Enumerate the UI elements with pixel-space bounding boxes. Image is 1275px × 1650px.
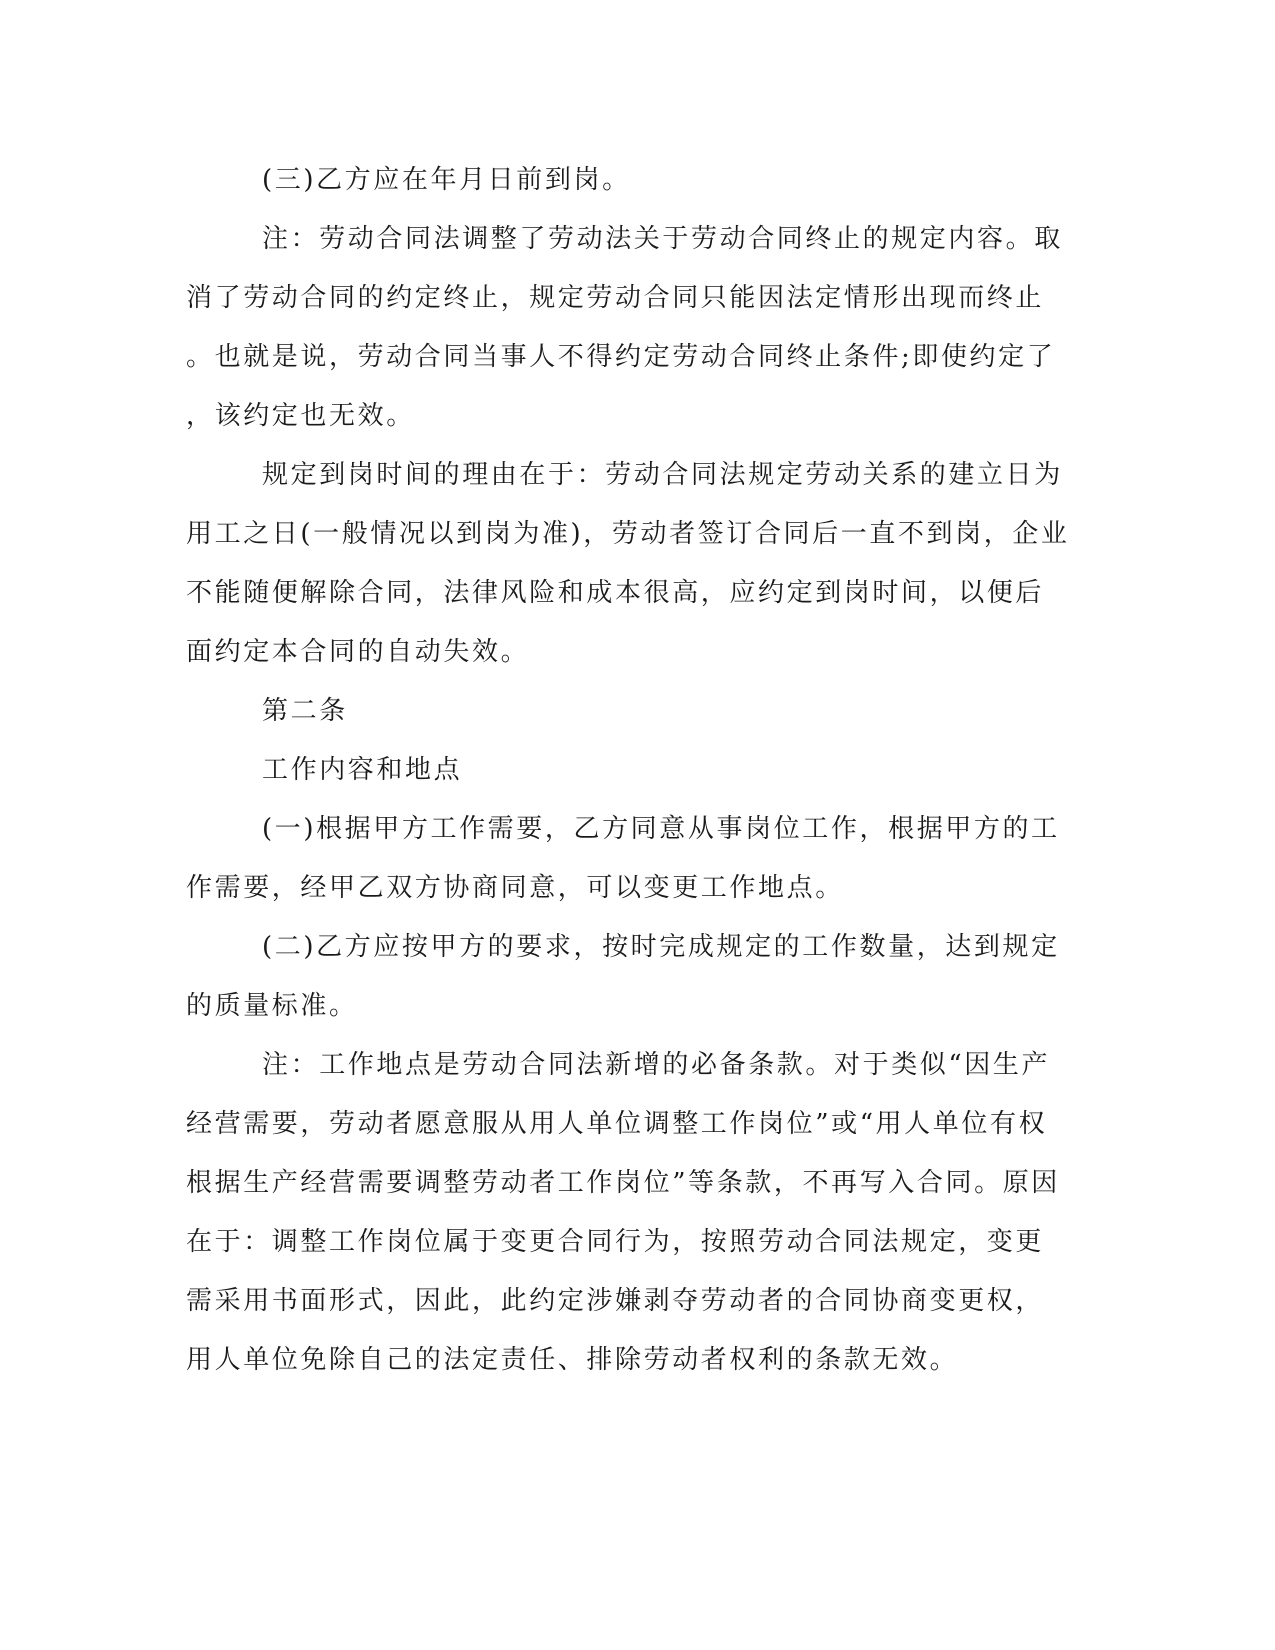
article-heading: 第二条 (262, 696, 348, 726)
paragraph-line: 规定到岗时间的理由在于：劳动合同法规定劳动关系的建立日为 (262, 460, 1063, 490)
paragraph-line: 的质量标准。 (186, 991, 358, 1021)
paragraph-line: 作需要，经甲乙双方协商同意，可以变更工作地点。 (186, 873, 844, 903)
paragraph-line: 面约定本合同的自动失效。 (186, 637, 530, 667)
paragraph-line: 经营需要，劳动者愿意服从用人单位调整工作岗位”或“用人单位有权 (186, 1109, 1048, 1139)
paragraph-line: 。也就是说，劳动合同当事人不得约定劳动合同终止条件;即使约定了 (186, 342, 1056, 372)
article-title: 工作内容和地点 (262, 755, 463, 785)
paragraph-line: ，该约定也无效。 (186, 401, 415, 431)
paragraph-line: 根据生产经营需要调整劳动者工作岗位”等条款，不再写入合同。原因 (186, 1168, 1060, 1198)
paragraph-line: 消了劳动合同的约定终止，规定劳动合同只能因法定情形出现而终止 (186, 283, 1045, 313)
paragraph-line: 不能随便解除合同，法律风险和成本很高，应约定到岗时间，以便后 (186, 578, 1045, 608)
paragraph-line: (一)根据甲方工作需要，乙方同意从事岗位工作，根据甲方的工 (262, 814, 1060, 844)
paragraph-line: (三)乙方应在年月日前到岗。 (262, 165, 631, 195)
paragraph-line: 需采用书面形式，因此，此约定涉嫌剥夺劳动者的合同协商变更权， (186, 1286, 1045, 1316)
paragraph-line: 用人单位免除自己的法定责任、排除劳动者权利的条款无效。 (186, 1345, 959, 1375)
paragraph-line: 注：劳动合同法调整了劳动法关于劳动合同终止的规定内容。取 (262, 224, 1063, 254)
paragraph-line: 用工之日(一般情况以到岗为准)，劳动者签订合同后一直不到岗，企业 (186, 519, 1070, 549)
paragraph-line: 注：工作地点是劳动合同法新增的必备条款。对于类似“因生产 (262, 1050, 1051, 1080)
paragraph-line: (二)乙方应按甲方的要求，按时完成规定的工作数量，达到规定 (262, 932, 1060, 962)
paragraph-line: 在于：调整工作岗位属于变更合同行为，按照劳动合同法规定，变更 (186, 1227, 1045, 1257)
